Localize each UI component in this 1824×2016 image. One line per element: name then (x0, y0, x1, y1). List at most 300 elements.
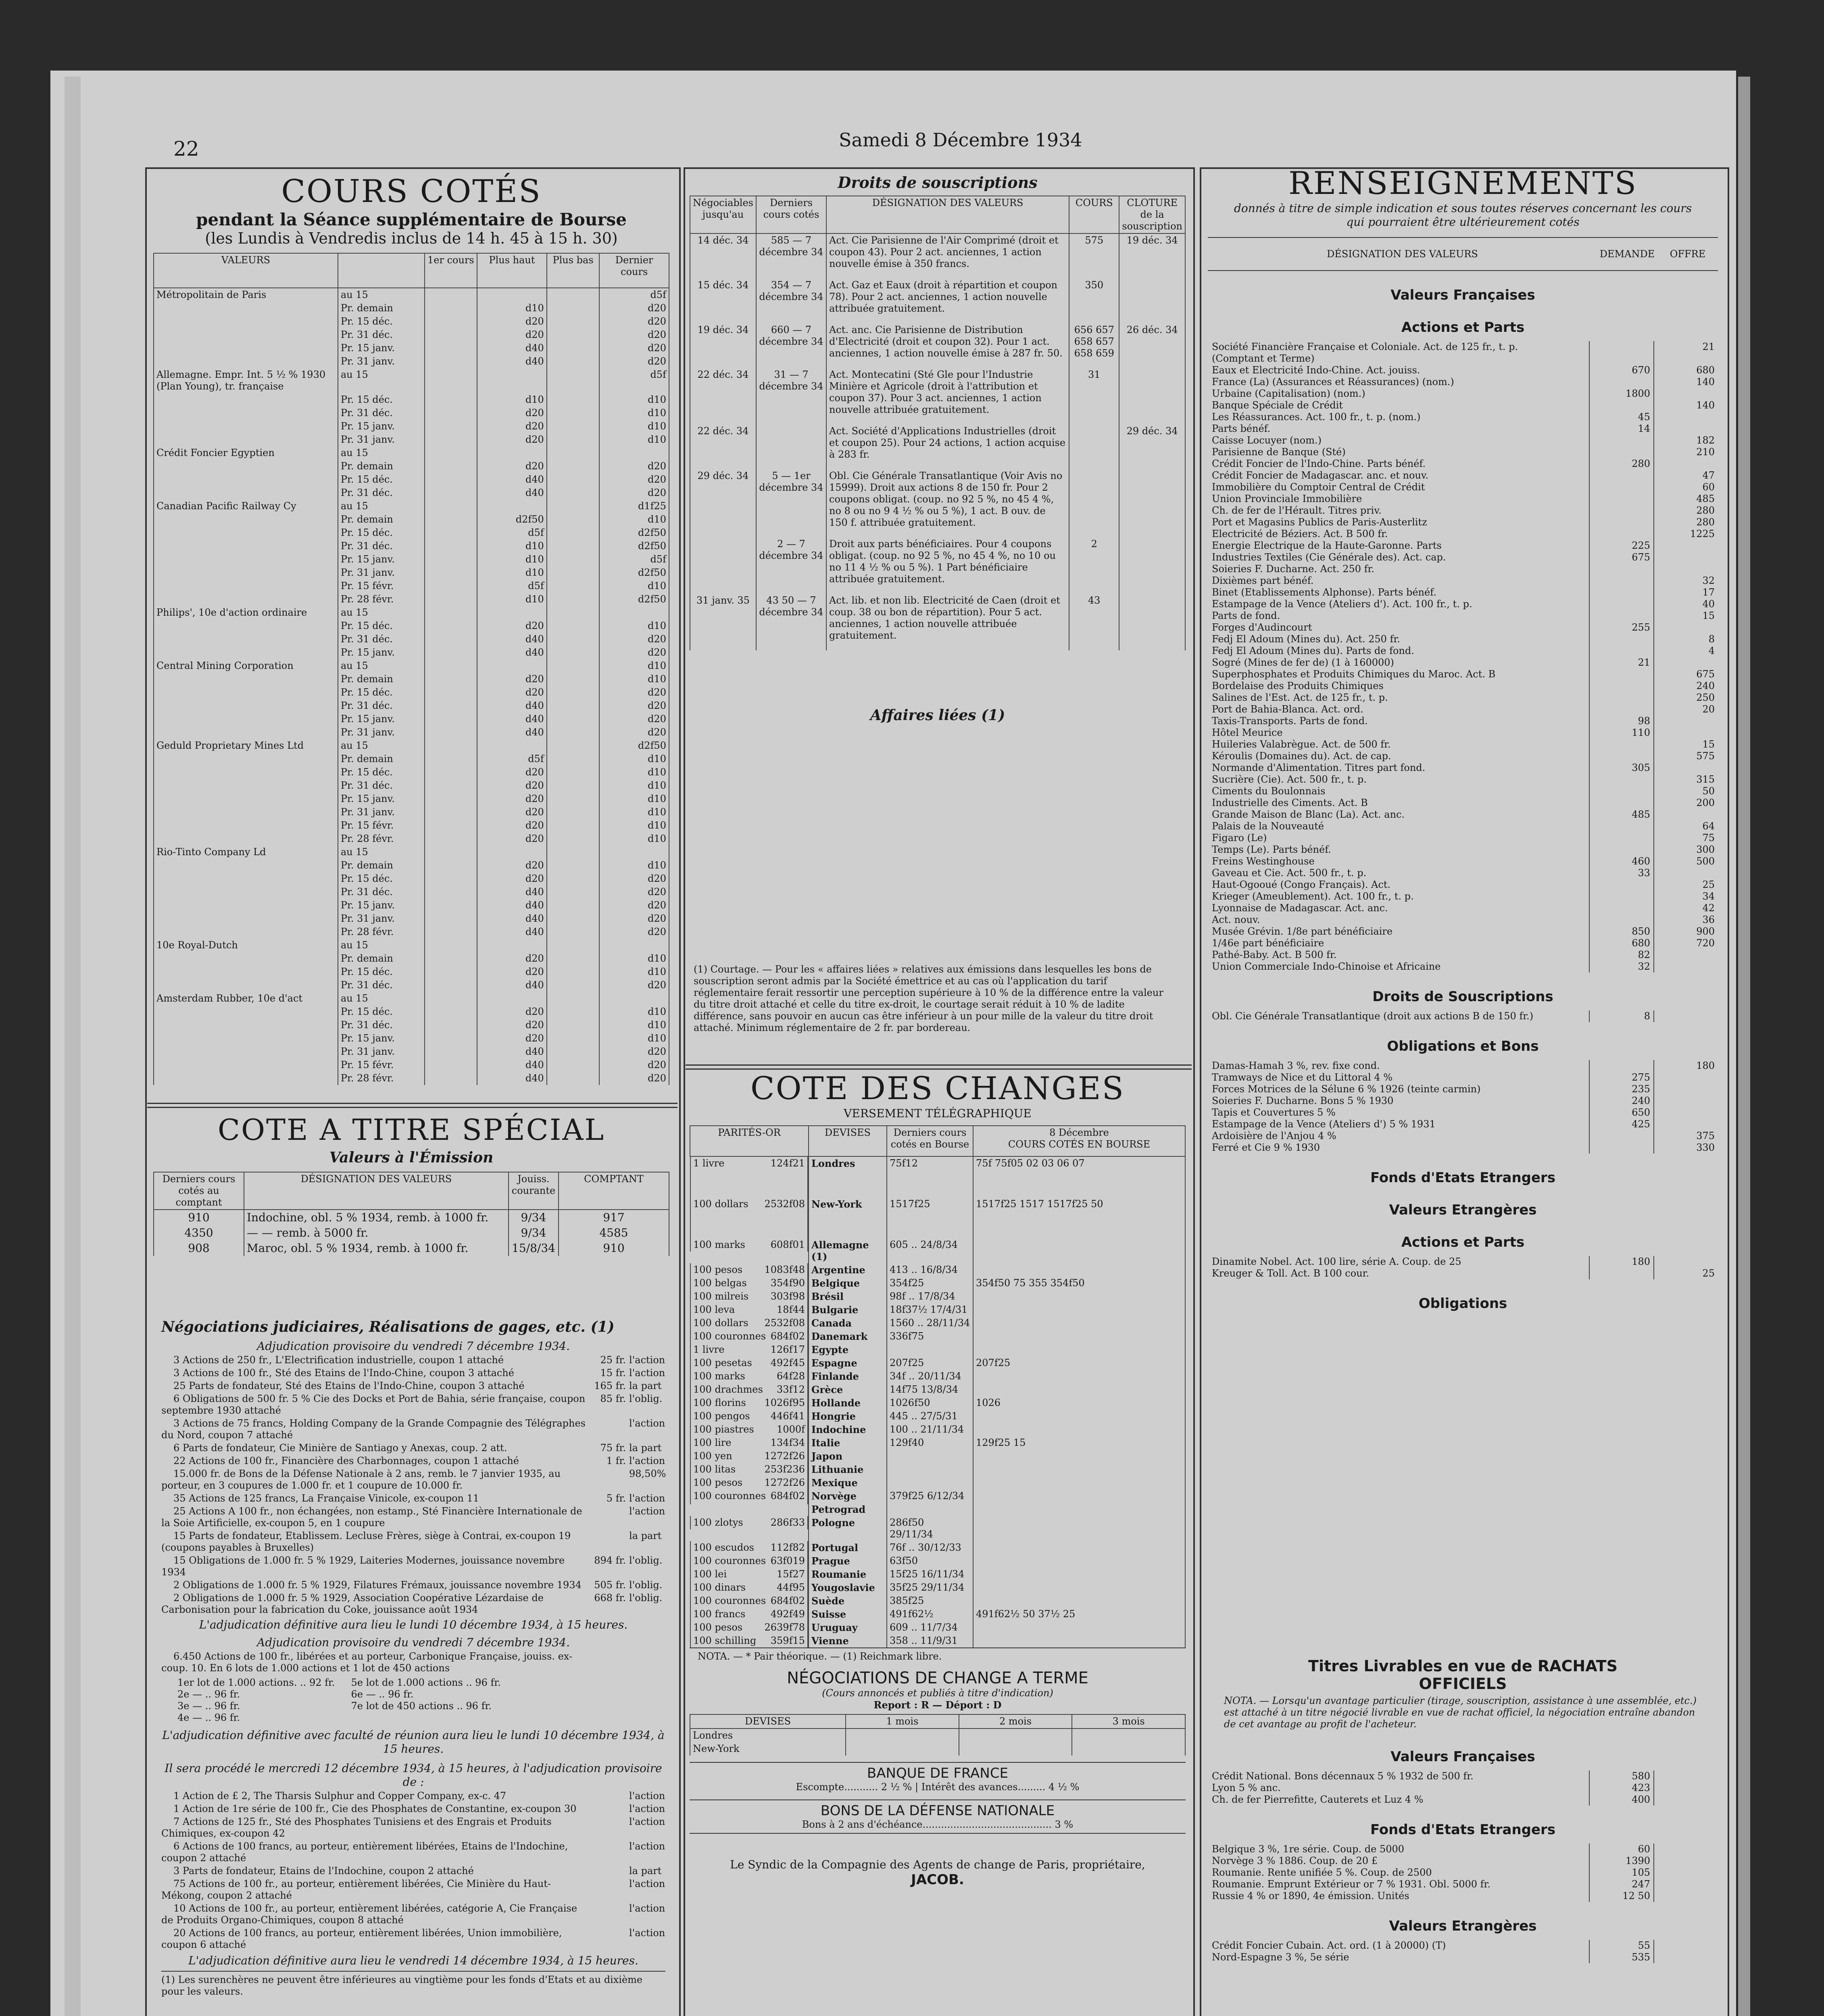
parite-value: 1272f26 (764, 1450, 805, 1462)
parite-unit: 100 dollars (693, 1317, 748, 1329)
cell: Act. Montecatini (Sté Gle pour l'Industrie Minière et Agricole (droit à l'attribution et coupon 37). Pour 3 act. anciennes, 1 action nouvelle attribuée gratuitement. (826, 368, 1069, 425)
cell: Pr. 31 janv. (338, 726, 425, 739)
cours-subtitle: pendant la Séance supplémentaire de Bourse (196, 210, 627, 229)
cell: au 15 (338, 500, 425, 513)
col-designation: DÉSIGNATION DES VALEURS (826, 196, 1069, 233)
valeur-name (154, 420, 338, 433)
cell (425, 646, 477, 659)
cell: d20 (477, 328, 547, 342)
nego-def3: L'adjudication définitive aura lieu le vendredi 14 décembre 1934, à 15 heures. (188, 1954, 638, 1967)
cell (547, 1032, 600, 1045)
dernier-cours: 63f50 (887, 1554, 973, 1568)
dernier-cours: 15f25 16/11/34 (887, 1568, 973, 1581)
parite (690, 1489, 808, 1503)
item-unit: l'action (629, 1927, 665, 1939)
cell: d10 (599, 752, 669, 766)
cell: Pr. 31 déc. (338, 779, 425, 792)
list-item (1208, 1142, 1718, 1154)
cell: d20 (477, 673, 547, 686)
cell (547, 579, 600, 593)
courtage-note: (1) Courtage. — Pour les « affaires liées » relatives aux émissions dans lesquelles les bons de souscription seront admis par la Société émettrice et au cas où l'application du tarif réglementaire ferait ressortir une perception supérieure à 10 % de la différence entre la valeur du titre droit attaché et celle du titre ex-droit, le courtage serait réduit à 10 % de ladite différence, sans pouvoir en aucun cas être inférieur à un pour mille de la valeur du titre droit attaché. Minimum réglementaire de 2 fr. par bordereau. (694, 964, 1163, 1033)
item-demande: 400 (1589, 1794, 1653, 1806)
valeur-name (154, 579, 338, 593)
item-offre (1653, 388, 1718, 400)
cell: Pr. 15 févr. (338, 579, 425, 593)
cell (425, 726, 477, 739)
cell: d20 (477, 792, 547, 806)
item-offre: 900 (1653, 926, 1718, 937)
item-name: Energie Electrique de la Haute-Garonne. Parts (1212, 540, 1442, 551)
nego-proc: Il sera procédé le mercredi 12 décembre 1934, à 15 heures, à l'adjudication provisoire de : (165, 1762, 662, 1789)
cell: Pr. 15 janv. (338, 553, 425, 566)
item-price: 668 fr. (594, 1592, 626, 1604)
devise: Belgique (809, 1277, 887, 1290)
valeur-name (154, 952, 338, 965)
item-offre: 47 (1653, 470, 1718, 481)
table-row (154, 460, 669, 473)
list-item (1208, 364, 1718, 376)
parite-unit: 100 milreis (693, 1291, 749, 1302)
cell: Pr. 15 févr. (338, 1058, 425, 1072)
list-item (161, 1367, 665, 1379)
parite (690, 1238, 808, 1252)
cell: d20 (599, 912, 669, 925)
cell: Pr. 15 janv. (338, 342, 425, 355)
cell (547, 633, 600, 646)
cell: d20 (477, 420, 547, 433)
item-text: 3 Parts de fondateur, Etains de l'Indochine, coupon 2 attaché (173, 1865, 474, 1876)
col-cloture: CLOTURE de la souscription (1119, 196, 1185, 233)
parite-value: 63f019 (770, 1555, 805, 1566)
cell (425, 566, 477, 579)
cell: d10 (599, 673, 669, 686)
cell (547, 779, 600, 792)
syndic-line: Le Syndic de la Compagnie des Agents de change de Paris, propriétaire, (730, 1858, 1145, 1871)
table-row (154, 992, 669, 1005)
table-row (690, 1581, 1185, 1594)
parite (690, 1634, 808, 1647)
table-row (154, 579, 669, 593)
cell (547, 460, 600, 473)
cell: d10 (599, 513, 669, 526)
cell (1069, 425, 1119, 469)
cell (547, 752, 600, 766)
list-item (161, 1442, 665, 1454)
cell (425, 355, 477, 368)
cell (425, 539, 477, 553)
cell (547, 885, 600, 899)
table-row (154, 659, 669, 673)
dernier-cours: 98f .. 17/8/34 (887, 1290, 973, 1303)
devise: Londres (690, 1729, 846, 1742)
parite (690, 1383, 808, 1396)
devise: Italie (809, 1436, 887, 1450)
item-demande: 240 (1589, 1095, 1653, 1107)
cell: 26 déc. 34 (1119, 323, 1185, 368)
cell (690, 537, 756, 594)
item-demande: 32 (1589, 961, 1653, 973)
list-item (1208, 528, 1718, 540)
item-text: 1 Action de £ 2, The Tharsis Sulphur and Copper Company, ex-c. 47 (173, 1790, 507, 1801)
parite-unit: 1 livre (693, 1158, 725, 1169)
dernier-cours: 336f75 (887, 1330, 973, 1343)
item-offre: 60 (1653, 481, 1718, 493)
item-unit: l'oblig. (629, 1592, 663, 1604)
special-subtitle: Valeurs à l'Émission (329, 1149, 494, 1166)
cell (547, 288, 600, 302)
item-demande (1589, 1268, 1653, 1279)
item-text: 15.000 fr. de Bons de la Défense Nationale à 2 ans, remb. le 7 janvier 1935, au porteur, en 3 coupures de 1.000 fr. et 1 coupure de 10.000 fr. (161, 1468, 561, 1491)
item-price: 85 fr. (600, 1393, 626, 1404)
item-unit: l'action (629, 1878, 665, 1889)
valeur-name (154, 699, 338, 712)
valeur-name (154, 315, 338, 328)
valeur-name: Allemagne. Empr. Int. 5 ½ % 1930 (Plan Young), tr. française (154, 368, 338, 393)
renseignements-section (1208, 165, 1718, 1317)
list-item (161, 1803, 665, 1815)
item-unit: l'oblig. (629, 1579, 663, 1591)
cours-du-jour: 491f62½ 50 37½ 25 (973, 1608, 1185, 1621)
parite-unit: 100 dinars (693, 1582, 746, 1593)
list-item (161, 1592, 665, 1616)
parite-value: 684f02 (770, 1490, 805, 1502)
table-row (690, 1489, 1185, 1503)
cell (547, 766, 600, 779)
cell: d20 (477, 1005, 547, 1018)
parite-unit: 100 marks (693, 1370, 745, 1382)
cell (547, 619, 600, 633)
cell: Pr. 31 janv. (338, 355, 425, 368)
item-name: Pathé-Baby. Act. B 500 fr. (1212, 949, 1337, 960)
cell (425, 633, 477, 646)
item-demande: 675 (1589, 552, 1653, 563)
cours-du-jour (973, 1568, 1185, 1581)
valeur-name (154, 355, 338, 368)
valeur-name (154, 433, 338, 446)
cell: Pr. 15 janv. (338, 1032, 425, 1045)
item-demande: 82 (1589, 949, 1653, 961)
dernier-cours (887, 1450, 973, 1463)
cell (425, 1072, 477, 1085)
cell (547, 952, 600, 965)
cell (1072, 1742, 1185, 1756)
parite-unit: 100 couronnes (693, 1595, 766, 1606)
cell (599, 846, 669, 859)
item-demande (1589, 739, 1653, 750)
item-unit: l'action (629, 1418, 665, 1429)
item-offre: 25 (1653, 1268, 1718, 1279)
item-demande: 650 (1589, 1107, 1653, 1118)
table-row (690, 1238, 1185, 1263)
cell: Pr. 31 janv. (338, 1045, 425, 1058)
cell (547, 539, 600, 553)
item-name: Forges d'Audincourt (1212, 622, 1312, 633)
parite-unit: 100 leva (693, 1304, 735, 1315)
cell (425, 288, 477, 302)
cell: d2f50 (599, 566, 669, 579)
item-price (594, 1927, 626, 1951)
list-item (1208, 1060, 1718, 1072)
valeur-name (154, 526, 338, 539)
valeur-name (154, 752, 338, 766)
valeur-name (154, 1005, 338, 1018)
valeur-name (154, 899, 338, 912)
list-item (1208, 1118, 1718, 1130)
devise: Suède (809, 1594, 887, 1608)
item-offre: 20 (1653, 704, 1718, 715)
rens-body2 (1208, 1749, 1718, 1963)
item-name: Tramways de Nice et du Littoral 4 % (1212, 1072, 1393, 1083)
cell: d10 (477, 566, 547, 579)
item-offre: 315 (1653, 774, 1718, 785)
parite (690, 1436, 808, 1450)
table-row (154, 328, 669, 342)
list-item (1208, 1940, 1718, 1951)
item-offre: 720 (1653, 937, 1718, 949)
cell: 2 (1069, 537, 1119, 594)
cell: 910 (154, 1210, 244, 1225)
item-demande: 21 (1589, 657, 1653, 669)
cell (425, 460, 477, 473)
parite-unit: 100 couronnes (693, 1331, 766, 1342)
table-row (154, 513, 669, 526)
item-name: Port et Magasins Publics de Paris-Austerlitz (1212, 516, 1427, 528)
page-number: 22 (173, 137, 199, 160)
table-row (690, 1634, 1185, 1647)
cell: 14 déc. 34 (690, 233, 756, 279)
item-offre: 280 (1653, 516, 1718, 528)
livrables-title: Titres Livrables en vue de RACHATS OFFICIELS (1308, 1657, 1618, 1693)
cell (547, 846, 600, 859)
cell: au 15 (338, 846, 425, 859)
item-price: 25 fr. (600, 1354, 626, 1366)
cell: d20 (477, 619, 547, 633)
cell: Pr. 31 déc. (338, 539, 425, 553)
valeur-name (154, 473, 338, 486)
table-row (154, 1072, 669, 1085)
table-row (154, 619, 669, 633)
parite (690, 1157, 808, 1198)
item-price (594, 1651, 626, 1674)
item-unit: la part (629, 1380, 662, 1391)
cell: Act. lib. et non lib. Electricité de Caen (droit et coup. 38 ou bon de répartition). Pour 5 act. anciennes, 1 action nouvelle attribuée gratuitement. (826, 594, 1069, 650)
table-row (154, 593, 669, 606)
divider (686, 1068, 1192, 1070)
list-item (161, 1841, 665, 1864)
col-devises: DEVISES (809, 1126, 887, 1156)
table-row (690, 1568, 1185, 1581)
table-row (154, 539, 669, 553)
list-item (1208, 891, 1718, 902)
cell (1119, 368, 1185, 425)
nego-lines1 (161, 1354, 665, 1616)
cours-du-jour (973, 1316, 1185, 1330)
cell: Pr. 28 févr. (338, 1072, 425, 1085)
table-row (690, 1303, 1185, 1316)
cours-cotes-section (153, 173, 669, 1085)
item-name: Ch. de fer de l'Hérault. Titres priv. (1212, 505, 1382, 516)
parite-value: 608f01 (770, 1239, 805, 1250)
list-item (161, 1468, 665, 1491)
item-name: Lyonnaise de Madagascar. Act. anc. (1212, 902, 1388, 914)
list-item (1208, 1072, 1718, 1083)
negociations-section (161, 1318, 665, 1997)
item-demande: 425 (1589, 1118, 1653, 1130)
cell: 22 déc. 34 (690, 425, 756, 469)
item-name: Estampage de la Vence (Ateliers d') 5 % 1931 (1212, 1118, 1436, 1130)
cours-du-jour (973, 1463, 1185, 1476)
table-row (154, 899, 669, 912)
list-item (161, 1506, 665, 1529)
cell (959, 1729, 1072, 1742)
dernier-cours: 75f12 (887, 1156, 973, 1198)
item-demande: 110 (1589, 727, 1653, 739)
nego-lots: 1er lot de 1.000 actions. .. 92 fr. 2e — .. 96 fr. 3e — .. 96 fr. 4e — .. 96 fr. 5e lot de 1.000 actions .. 96 fr. 6e — .. 96 fr. 7e lot de 450 actions .. 96 fr. (177, 1677, 501, 1723)
cell: d40 (477, 486, 547, 500)
parite-value: 253f236 (764, 1464, 805, 1475)
bons-title: BONS DE LA DÉFENSE NATIONALE (690, 1799, 1186, 1819)
cell: d20 (599, 342, 669, 355)
dernier-cours (887, 1476, 973, 1489)
cell: d20 (599, 302, 669, 315)
terme-head (690, 1714, 1185, 1729)
cell: d20 (477, 965, 547, 979)
item-text: 10 Actions de 100 fr., au porteur, entièrement libérées, catégorie A, Cie Française de Produits Organo-Chimiques, coupon 8 attaché (161, 1903, 577, 1926)
section-heading: Valeurs Etrangères (1389, 1918, 1537, 1934)
cell (425, 712, 477, 726)
list-item (1208, 809, 1718, 821)
item-demande (1589, 879, 1653, 891)
cell: au 15 (338, 288, 425, 302)
cours-du-jour (973, 1303, 1185, 1316)
item-name: Union Commerciale Indo-Chinoise et Africaine (1212, 961, 1441, 972)
parite (690, 1370, 808, 1383)
list-item (1208, 680, 1718, 692)
list-item (1208, 669, 1718, 680)
parite (690, 1303, 808, 1316)
cell: Indochine, obl. 5 % 1934, remb. à 1000 fr. (244, 1210, 509, 1225)
cell: d10 (599, 766, 669, 779)
cell (547, 593, 600, 606)
cell: Pr. 15 déc. (338, 872, 425, 885)
devise: Uruguay (809, 1621, 887, 1634)
col-high: Plus haut (477, 253, 547, 288)
parite-value: 2532f08 (764, 1198, 805, 1210)
cell (425, 328, 477, 342)
cell: d20 (599, 633, 669, 646)
item-demande: 105 (1589, 1867, 1653, 1879)
table-row (154, 925, 669, 939)
parite-unit: 100 pesetas (693, 1357, 752, 1368)
cell: d2f50 (599, 593, 669, 606)
cell (477, 992, 547, 1005)
item-offre (1653, 1867, 1718, 1879)
cell (547, 712, 600, 726)
cell: Pr. demain (338, 952, 425, 965)
valeur-name (154, 712, 338, 726)
cell: 9/34 (509, 1210, 559, 1225)
valeur-name: Métropolitain de Paris (154, 288, 338, 302)
table-row (154, 819, 669, 832)
valeur-name: Rio-Tinto Company Ld (154, 846, 338, 859)
item-price: 894 fr. (594, 1555, 626, 1566)
table-row (154, 686, 669, 699)
list-item (1208, 505, 1718, 516)
item-demande (1589, 341, 1653, 353)
cell (425, 899, 477, 912)
list-item (1208, 739, 1718, 750)
terme-subtitle: (Cours annoncés et publiés à titre d'indication) (822, 1687, 1053, 1699)
parite-unit: 100 dollars (693, 1198, 748, 1210)
table-row (690, 1476, 1185, 1489)
cell (547, 446, 600, 460)
item-demande: 180 (1589, 1256, 1653, 1268)
section-heading: Valeurs Françaises (1390, 287, 1535, 303)
item-unit: l'action (629, 1816, 665, 1827)
parite-unit: 1 livre (693, 1344, 725, 1355)
item-name: Industries Textiles (Cie Générale des). Act. cap. (1212, 552, 1446, 563)
cell: 908 (154, 1241, 244, 1256)
cell (547, 792, 600, 806)
cell (547, 473, 600, 486)
table-row (154, 832, 669, 846)
cell: d10 (599, 952, 669, 965)
table-row (690, 279, 1185, 323)
cours-du-jour: 1026 (973, 1396, 1185, 1410)
list-item (1208, 388, 1718, 400)
item-name: Act. nouv. (1212, 914, 1260, 925)
devise: Egypte (809, 1343, 887, 1356)
cell: d20 (599, 460, 669, 473)
item-name: Russie 4 % or 1890, 4e émission. Unités (1212, 1890, 1409, 1901)
list-item (1208, 1855, 1718, 1867)
parite-value: 44f95 (777, 1582, 805, 1593)
cell: Pr. 15 janv. (338, 712, 425, 726)
cell (547, 686, 600, 699)
item-name: Ciments du Boulonnais (1212, 785, 1326, 797)
item-offre (1653, 867, 1718, 879)
cell: Pr. 15 déc. (338, 1005, 425, 1018)
col-offre: OFFRE (1670, 248, 1706, 260)
cell (547, 566, 600, 579)
table-row (154, 673, 669, 686)
list-item (1208, 446, 1718, 458)
devise: Petrograd (809, 1503, 887, 1516)
devise: Londres (809, 1156, 887, 1198)
dernier-cours: 207f25 (887, 1356, 973, 1370)
devise: Espagne (809, 1356, 887, 1370)
devise: Finlande (809, 1370, 887, 1383)
item-demande (1589, 891, 1653, 902)
col-designation: DÉSIGNATION DES VALEURS (244, 1172, 509, 1210)
table-row (690, 1729, 1185, 1742)
table-row (154, 872, 669, 885)
cell: d40 (477, 885, 547, 899)
valeur-name: Amsterdam Rubber, 10e d'act (154, 992, 338, 1005)
list-item (1208, 411, 1718, 423)
dernier-cours: 1560 .. 28/11/34 (887, 1316, 973, 1330)
item-name: Gaveau et Cie. Act. 500 fr., t. p. (1212, 867, 1367, 879)
cell (547, 433, 600, 446)
cell (425, 302, 477, 315)
cell (1119, 537, 1185, 594)
divider (147, 1103, 677, 1104)
list-item (1208, 633, 1718, 645)
item-text: 6 Parts de fondateur, Cie Minière de Santiago y Anexas, coup. 2 att. (173, 1442, 507, 1454)
dernier-cours: 385f25 (887, 1594, 973, 1608)
cell: au 15 (338, 606, 425, 619)
item-name: Dinamite Nobel. Act. 100 lire, série A. Coup. de 25 (1212, 1256, 1461, 1267)
